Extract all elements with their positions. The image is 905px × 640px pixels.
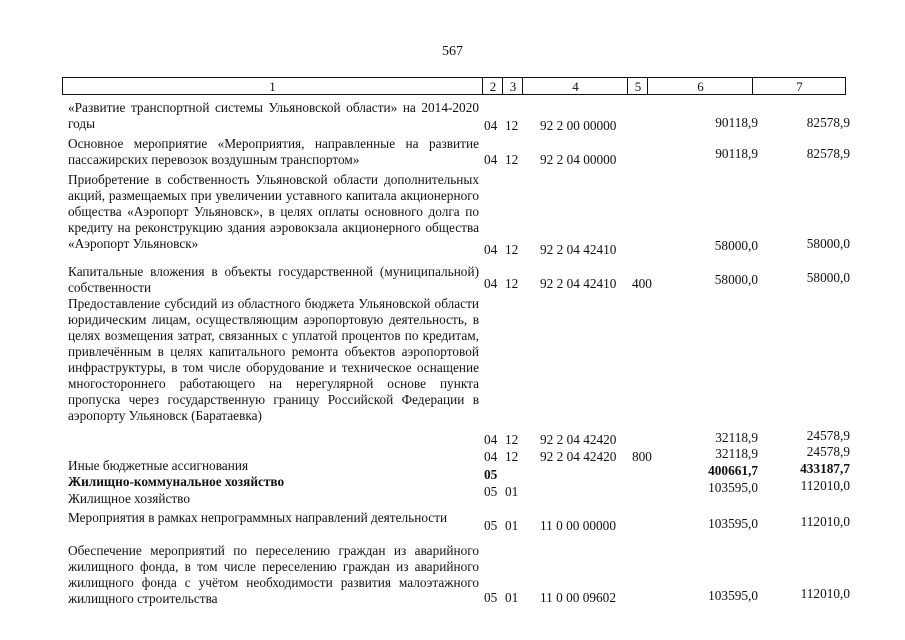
row-razdel: 05	[484, 518, 498, 533]
row-sum-1: 58000,0	[714, 272, 758, 287]
row-csr: 11 0 00 09602	[540, 590, 616, 605]
column-header-7: 7	[752, 78, 846, 94]
row-name: Обеспечение мероприятий по переселению граждан из аварийного жилищного фонда, в том числе переселению граждан из аварийного жилищного фонда с учётом необходимости развития малоэтажного жилищного строительства	[68, 543, 479, 606]
row-csr: 92 2 04 00000	[540, 152, 617, 167]
row-sum-1: 58000,0	[714, 238, 758, 253]
row-sum-1: 90118,9	[715, 115, 758, 130]
row-sum-2: 433187,7	[800, 461, 850, 476]
row-podrazdel: 01	[505, 484, 519, 499]
row-podrazdel: 12	[505, 449, 519, 464]
row-name: Жилищное хозяйство	[68, 491, 190, 506]
row-razdel: 05	[484, 590, 498, 605]
row-name: Иные бюджетные ассигнования	[68, 458, 249, 473]
row-vr: 400	[632, 276, 652, 291]
column-header-4: 4	[522, 78, 628, 94]
row-name: Приобретение в собственность Ульяновской области дополнительных акций, размещаемых при увеличении уставного капитала акционерного общества «Аэропорт Ульяновск», в целях оплаты основного долга по кредиту на реконструкцию здания аэровокзала акционерного общества «Аэропорт Ульяновск»	[68, 172, 479, 251]
row-name: Мероприятия в рамках непрограммных направлений деятельности	[68, 510, 448, 525]
row-csr: 11 0 00 00000	[540, 518, 616, 533]
row-sum-1: 32118,9	[715, 430, 758, 445]
column-header-5: 5	[627, 78, 648, 94]
row-razdel: 04	[484, 449, 498, 464]
column-header-2: 2	[482, 78, 503, 94]
row-razdel: 04	[484, 152, 498, 167]
row-podrazdel: 12	[505, 432, 519, 447]
row-podrazdel: 12	[505, 242, 519, 257]
row-razdel: 04	[484, 242, 498, 257]
row-sum-2: 58000,0	[806, 236, 850, 251]
row-razdel: 05	[484, 467, 498, 482]
row-name: Жилищно-коммунальное хозяйство	[68, 474, 285, 489]
row-csr: 92 2 04 42420	[540, 432, 617, 447]
row-sum-1: 103595,0	[708, 588, 758, 603]
row-csr: 92 2 04 42420	[540, 449, 617, 464]
row-name: Основное мероприятие «Мероприятия, направленные на развитие пассажирских перевозок воздушным транспортом»	[68, 136, 479, 167]
row-sum-1: 400661,7	[708, 463, 758, 478]
row-podrazdel: 12	[505, 152, 519, 167]
row-podrazdel: 01	[505, 590, 519, 605]
column-header-1: 1	[269, 79, 276, 94]
column-header-6: 6	[647, 78, 753, 94]
row-sum-2: 82578,9	[806, 146, 850, 161]
row-podrazdel: 12	[505, 276, 519, 291]
row-csr: 92 2 00 00000	[540, 118, 617, 133]
row-sum-1: 103595,0	[708, 480, 758, 495]
row-name: «Развитие транспортной системы Ульяновской области» на 2014-2020 годы	[68, 100, 479, 131]
row-csr: 92 2 04 42410	[540, 276, 617, 291]
row-razdel: 04	[484, 118, 498, 133]
row-podrazdel: 01	[505, 518, 519, 533]
row-razdel: 04	[484, 432, 498, 447]
row-sum-2: 112010,0	[800, 514, 850, 529]
table-header	[62, 77, 846, 95]
row-sum-1: 103595,0	[708, 516, 758, 531]
row-sum-1: 32118,9	[715, 446, 758, 461]
row-sum-2: 82578,9	[806, 115, 850, 130]
column-header-3: 3	[502, 78, 523, 94]
row-sum-2: 112010,0	[800, 586, 850, 601]
row-vr: 800	[632, 449, 652, 464]
page-number: 567	[442, 44, 463, 59]
row-sum-2: 24578,9	[806, 428, 850, 443]
row-csr: 92 2 04 42410	[540, 242, 617, 257]
row-razdel: 05	[484, 484, 498, 499]
row-sum-1: 90118,9	[715, 146, 758, 161]
row-razdel: 04	[484, 276, 498, 291]
row-sum-2: 112010,0	[800, 478, 850, 493]
row-sum-2: 58000,0	[806, 270, 850, 285]
row-sum-2: 24578,9	[806, 444, 850, 459]
row-name: Капитальные вложения в объекты государственной (муниципальной) собственности	[68, 264, 479, 295]
row-podrazdel: 12	[505, 118, 519, 133]
row-name: Предоставление субсидий из областного бюджета Ульяновской области юридическим лицам, осуществляющим аэропортовую деятельность, в целях возмещения затрат, связанных с уплатой процентов по кредитам, привлечённым в целях капитального ремонта объектов аэропортовой инфраструктуры, в том числе оборудование и техническое оснащение многостороннего работающего на нерегулярной основе пункта пропуска через государственную границу Российской Федерации в аэропорту Ульяновск (Баратаевка)	[68, 296, 479, 423]
